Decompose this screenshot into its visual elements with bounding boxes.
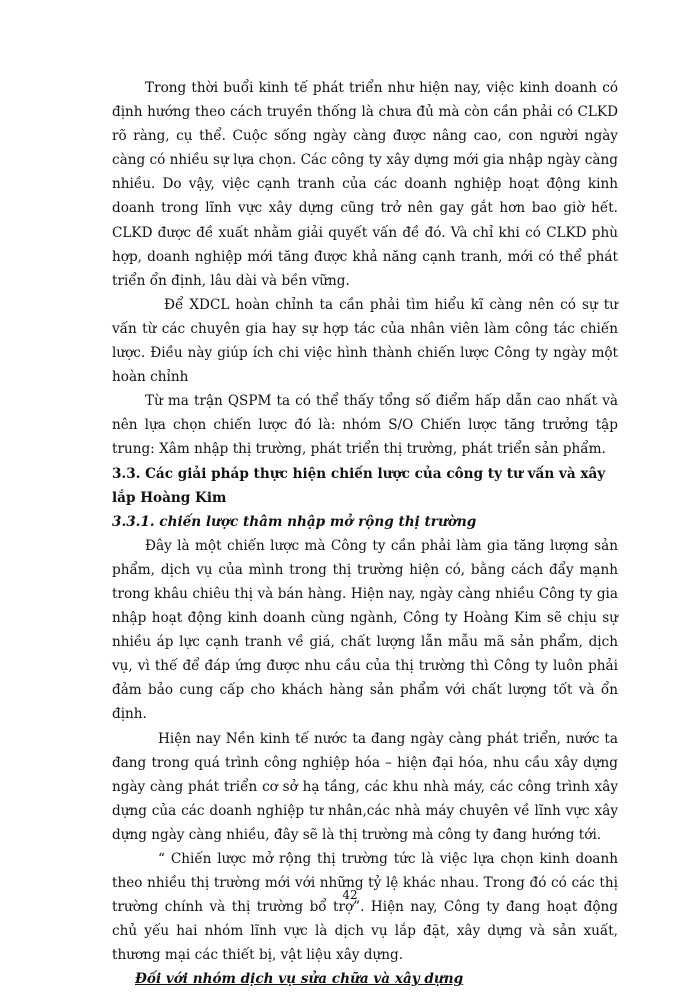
paragraph-intro: Trong thời buổi kinh tế phát triển như hiện nay, việc kinh doanh có định hướng theo cách truyền thống là chưa đủ mà còn cần phải có CLKD rõ ràng, cụ thể. Cuộc sống ngày càng được nâng cao, con người ngày càng có nhiều sự lựa chọn. Các công ty xây dựng mới gia nhập ngày càng nhiều. Do vậy, việc cạnh tranh của các doanh nghiệp hoạt động kinh doanh trong lĩnh vực xây dựng cũng trở nên gay gắt hơn bao giờ hết. CLKD được đề xuất nhằm giải quyết vấn đề đó. Và chỉ khi có CLKD phù hợp, doanh nghiệp mới tăng được khả năng cạnh tranh, mới có thể phát triển ổn định, lâu dài và bền vững. xyxy=(112,80,618,289)
paragraph-qspm: Từ ma trận QSPM ta có thể thấy tổng số điểm hấp dẫn cao nhất và nên lựa chọn chiến lược đó là: nhóm S/O Chiến lược tăng trưởng tập trung: Xâm nhập thị trường, phát triển thị trường, phát triển sản phẩm. xyxy=(112,393,618,458)
paragraph-strategy: Đây là một chiến lược mà Công ty cần phải làm gia tăng lượng sản phẩm, dịch vụ của mình trong thị trường hiện có, bằng cách đẩy mạnh trong khâu chiêu thị và bán hàng. Hiện nay, ngày càng nhiều Công ty gia nhập hoạt động kinh doanh cùng ngành, Công ty Hoàng Kim sẽ chịu sự nhiều áp lực cạnh tranh về giá, chất lượng lẫn mẫu mã sản phẩm, dịch vụ, vì thế để đáp ứng được nhu cầu của thị trường thì Công ty luôn phải đảm bảo cung cấp cho khách hàng sản phẩm với chất lượng tốt và ổn định. xyxy=(112,537,618,723)
paragraph-quote: “ Chiến lược mở rộng thị trường tức là việc lựa chọn kinh doanh theo nhiều thị trường mới với những tỷ lệ khác nhau. Trong đó có các thị trường chính và thị trường bổ trợ”. Hiện nay, Công ty đang hoạt động chủ yếu hai nhóm lĩnh vực là dịch vụ lắp đặt, xây dựng và sản xuất, thương mại các thiết bị, vật liệu xây dựng. xyxy=(112,851,618,964)
subsection-heading: 3.3.1. chiến lược thâm nhập mở rộng thị trường xyxy=(112,513,477,530)
subsection-service-group: Đối với nhóm dịch vụ sửa chữa và xây dựng xyxy=(135,971,464,988)
page-number: 42 xyxy=(342,888,358,902)
paragraph-xdcl: Để XDCL hoàn chỉnh ta cần phải tìm hiểu kĩ càng nên có sự tư vấn từ các chuyên gia hay sự hợp tác của nhân viên làm công tác chiến lược. Điều này giúp ích chi việc hình thành chiến lược Công ty ngày một hoàn chỉnh xyxy=(112,296,618,386)
document-body xyxy=(112,76,618,992)
section-heading: 3.3. Các giải pháp thực hiện chiến lược của công ty tư vấn và xây lắp Hoàng Kim xyxy=(112,465,606,506)
paragraph-economy: Hiện nay Nền kinh tế nước ta đang ngày càng phát triển, nước ta đang trong quá trình công nghiệp hóa – hiện đại hóa, nhu cầu xây dựng ngày càng phát triển cơ sở hạ tầng, các khu nhà máy, các công trình xây dựng của các doanh nghiệp tư nhân,các nhà máy chuyên về lĩnh vực xây dựng ngày càng nhiều, đây sẽ là thị trường mà công ty đang hướng tới. xyxy=(112,730,618,843)
